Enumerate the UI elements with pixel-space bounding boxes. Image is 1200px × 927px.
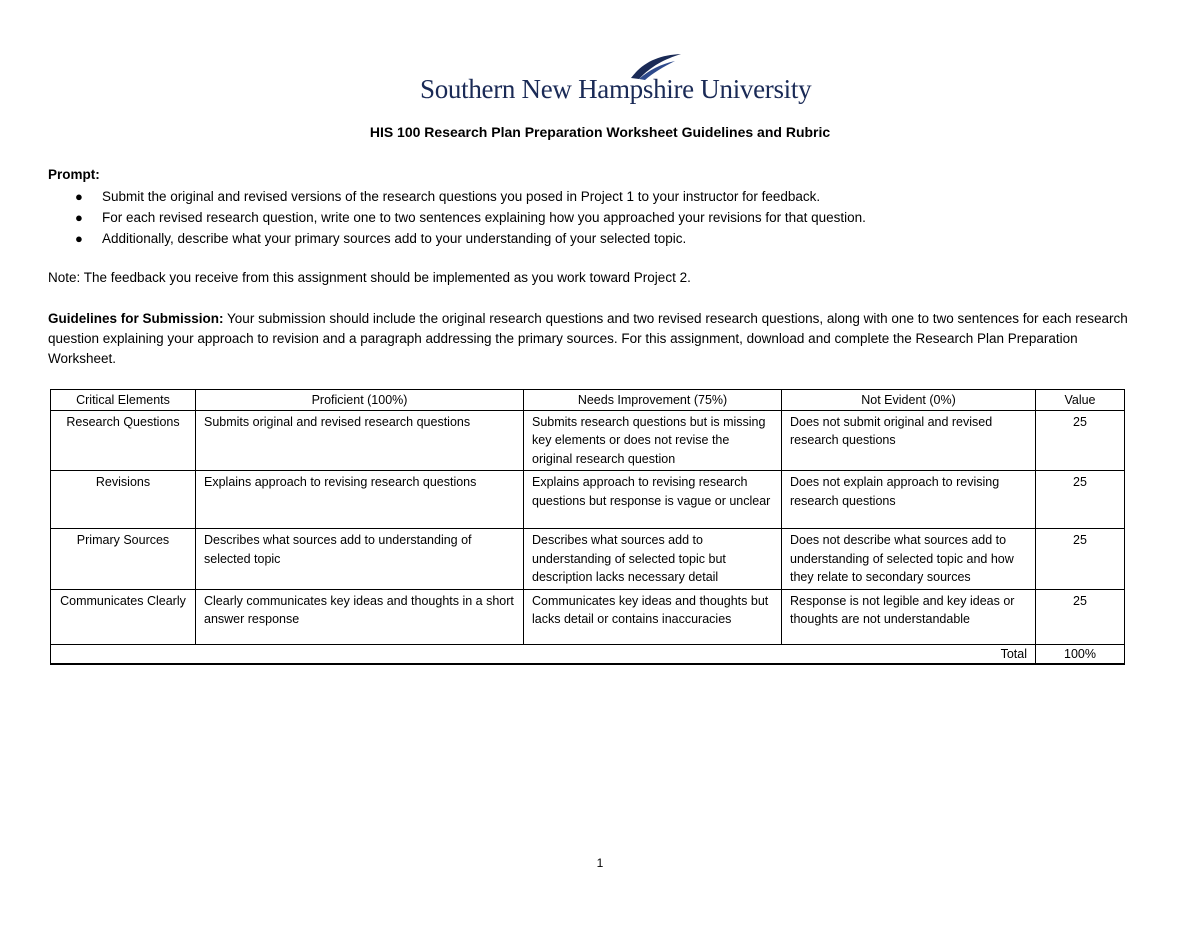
prompt-label: Prompt: [48, 167, 100, 182]
bullet-text: Additionally, describe what your primary sources add to your understanding of your selected topic. [102, 231, 687, 246]
needs-improvement-cell: Communicates key ideas and thoughts but lacks detail or contains inaccuracies [524, 589, 782, 644]
column-header: Critical Elements [51, 390, 196, 411]
guidelines-label: Guidelines for Submission: [48, 311, 224, 326]
table-row [51, 410, 1125, 471]
prompt-bullet-list [48, 186, 1148, 249]
document-title: HIS 100 Research Plan Preparation Worksheet Guidelines and Rubric [369, 124, 831, 140]
table-row [51, 471, 1125, 529]
table-row [51, 529, 1125, 590]
proficient-cell: Submits original and revised research questions [196, 410, 524, 471]
not-evident-cell: Does not explain approach to revising research questions [782, 471, 1036, 529]
critical-element-cell: Revisions [51, 471, 196, 529]
not-evident-cell: Does not describe what sources add to understanding of selected topic and how they relate to secondary sources [782, 529, 1036, 590]
critical-element-cell: Primary Sources [51, 529, 196, 590]
needs-improvement-cell: Submits research questions but is missing key elements or does not revise the original research question [524, 410, 782, 471]
column-header: Needs Improvement (75%) [524, 390, 782, 411]
critical-element-cell: Communicates Clearly [51, 589, 196, 644]
logo-text: Southern New Hampshire University [420, 74, 812, 104]
critical-element-cell: Research Questions [51, 410, 196, 471]
list-item [48, 228, 1148, 249]
total-row [51, 644, 1125, 664]
column-header: Proficient (100%) [196, 390, 524, 411]
list-item [48, 186, 1148, 207]
table-header-row [51, 390, 1125, 411]
needs-improvement-cell: Describes what sources add to understanding of selected topic but description lacks necessary detail [524, 529, 782, 590]
table-row [51, 589, 1125, 644]
not-evident-cell: Does not submit original and revised research questions [782, 410, 1036, 471]
guidelines-text: Your submission should include the original research questions and two revised research questions, along with one to two sentences for each research question explaining your approach to revision and a paragraph addressing the primary sources. For this assignment, download and complete the Research Plan Preparation Worksheet. [48, 311, 1128, 366]
university-logo [420, 52, 812, 108]
needs-improvement-cell: Explains approach to revising research questions but response is vague or unclear [524, 471, 782, 529]
proficient-cell: Clearly communicates key ideas and thoughts in a short answer response [196, 589, 524, 644]
total-label: Total [51, 644, 1036, 664]
proficient-cell: Describes what sources add to understanding of selected topic [196, 529, 524, 590]
value-cell: 25 [1036, 529, 1125, 590]
guidelines-paragraph [48, 309, 1138, 369]
proficient-cell: Explains approach to revising research questions [196, 471, 524, 529]
bullet-icon: ● [75, 189, 83, 204]
rubric-table [50, 389, 1125, 665]
value-cell: 25 [1036, 471, 1125, 529]
list-item [48, 207, 1148, 228]
bullet-text: For each revised research question, write one to two sentences explaining how you approached your revisions for that question. [102, 210, 866, 225]
bullet-icon: ● [75, 231, 83, 246]
bullet-icon: ● [75, 210, 83, 225]
total-value: 100% [1036, 644, 1125, 664]
value-cell: 25 [1036, 589, 1125, 644]
page-number: 1 [596, 856, 604, 870]
column-header: Value [1036, 390, 1125, 411]
note-text: Note: The feedback you receive from this assignment should be implemented as you work toward Project 2. [48, 270, 691, 285]
bullet-text: Submit the original and revised versions of the research questions you posed in Project 1 to your instructor for feedback. [102, 189, 821, 204]
column-header: Not Evident (0%) [782, 390, 1036, 411]
value-cell: 25 [1036, 410, 1125, 471]
not-evident-cell: Response is not legible and key ideas or thoughts are not understandable [782, 589, 1036, 644]
